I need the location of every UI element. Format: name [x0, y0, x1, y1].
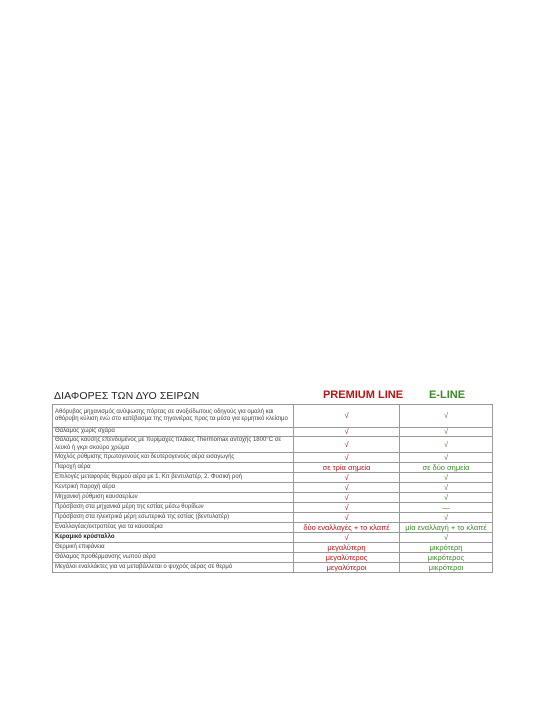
premium-value: √ [294, 513, 400, 523]
table-row [53, 553, 493, 563]
row-description: Εναλλαγέας/εκτροπέας για τα καυσαέρια [53, 523, 294, 533]
table-row [53, 533, 493, 543]
premium-value: μεγαλύτεροι [294, 563, 400, 573]
table-row [53, 543, 493, 553]
row-description: Θάλαμος προθέρμανσης νωπού αέρα [53, 553, 294, 563]
row-description: Κεραμικό κρύσταλλο [53, 533, 294, 543]
comparison-table [52, 404, 493, 573]
table-row [53, 493, 493, 503]
table-row [53, 513, 493, 523]
comparison-sheet [52, 389, 492, 573]
table-row [53, 523, 493, 533]
row-description: Μηχανική ρύθμιση καυσαερίων [53, 493, 294, 503]
eline-value: √ [400, 437, 493, 453]
eline-value: √ [400, 405, 493, 428]
eline-value: √ [400, 493, 493, 503]
eline-value: √ [400, 513, 493, 523]
premium-value: μεγαλύτερη [294, 543, 400, 553]
row-description: Αθόρυβος μηχανισμός ανύψωσης πόρτας σε ανοξείδωτους οδηγούς για ομαλή και αθόρυβη κύλιση ενώ στο κατέβασμα της τηγανιέρας προς τα μέσα για ερμητικό κλείσιμο [53, 405, 294, 428]
premium-line-heading: PREMIUM LINE [322, 389, 404, 401]
table-row [53, 437, 493, 453]
eline-value: μικρότερη [400, 543, 493, 553]
row-description: Μεγάλοι εναλλάκτες για να μεταβάλλεται ο ψυχρός αέρας σε θερμό [53, 563, 294, 573]
eline-value: √ [400, 473, 493, 483]
table-row [53, 483, 493, 493]
eline-value: √ [400, 533, 493, 543]
row-description: Θάλαμος καύσης επενδυμένος με πυρίμαχες πλάκες Thermomax αντοχής 1800°C σε λευκό ή γκρι σκούρο χρώμα [53, 437, 294, 453]
eline-value: σε δύο σημεία [400, 463, 493, 473]
premium-value: √ [294, 503, 400, 513]
row-description: Μοχλός ρύθμισης πρωτογενούς και δευτερογενούς αέρα εισαγωγής [53, 453, 294, 463]
table-header [52, 389, 492, 403]
premium-value: √ [294, 483, 400, 493]
table-title: ΔΙΑΦΟΡΕΣ ΤΩΝ ΔΥΟ ΣΕΙΡΩΝ [54, 390, 200, 402]
row-description: Κεντρική παροχή αέρα [53, 483, 294, 493]
premium-value: √ [294, 533, 400, 543]
premium-value: √ [294, 437, 400, 453]
row-description: Παροχή αέρα [53, 463, 294, 473]
premium-value: σε τρία σημεία [294, 463, 400, 473]
table-row [53, 463, 493, 473]
premium-value: √ [294, 405, 400, 428]
row-description: Πρόσβαση στα μηχανικά μέρη της εστίας μέσω θυρίδων [53, 503, 294, 513]
table-row [53, 453, 493, 463]
premium-value: √ [294, 473, 400, 483]
premium-value: √ [294, 428, 400, 437]
premium-value: μεγαλύτερος [294, 553, 400, 563]
table-row [53, 428, 493, 437]
premium-value: √ [294, 493, 400, 503]
eline-value: √ [400, 428, 493, 437]
table-row [53, 563, 493, 573]
eline-value: μία εναλλαγή + το κλαπέ [400, 523, 493, 533]
eline-value: √ [400, 453, 493, 463]
eline-value: √ [400, 483, 493, 493]
row-description: Επιλογές μεταφοράς θερμού αέρα με 1. Κιτ βεντυλατέρ, 2. Φυσική ροή [53, 473, 294, 483]
e-line-heading: E-LINE [428, 389, 466, 401]
table-row [53, 473, 493, 483]
row-description: Θερμική επιφάνεια [53, 543, 294, 553]
table-row [53, 405, 493, 428]
table-row [53, 503, 493, 513]
premium-value: √ [294, 453, 400, 463]
row-description: Πρόσβαση στα ηλεκτρικά μέρη εσωτερικά της εστίας (βεντυλατέρ) [53, 513, 294, 523]
eline-value: μικρότεροι [400, 563, 493, 573]
premium-value: δύο εναλλαγές + το κλαπέ [294, 523, 400, 533]
eline-value: — [400, 503, 493, 513]
eline-value: μικρότερος [400, 553, 493, 563]
row-description: Θάλαμος χωρίς σχάρα [53, 428, 294, 437]
